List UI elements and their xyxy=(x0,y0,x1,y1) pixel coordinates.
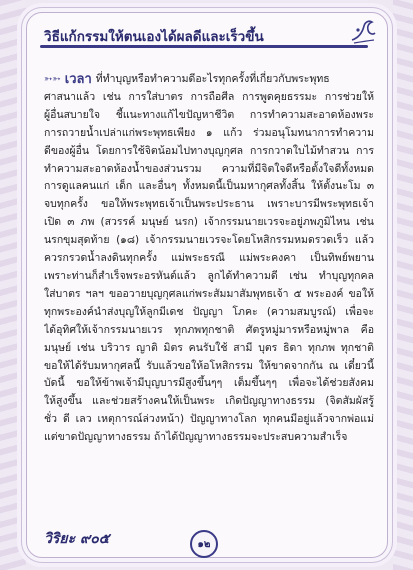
title-underline xyxy=(40,45,368,48)
paragraph-line: บัดนี้ ขอให้ข้าพเจ้ามีบุญบารมีสูงขึ้นๆๆ เต็มขึ้นๆๆ เพื่อจะได้ช่วยสังคม xyxy=(44,377,374,390)
paragraph-line: เปิด ๓ ภพ (สวรรค์ มนุษย์ นรก) เจ้ากรรมนายเวรจะอยู่ภพภูมิไหน เช่น xyxy=(44,216,374,229)
footer-label: วิริยะ ๙๐๕ xyxy=(44,531,110,547)
paragraph-line: นรกขุมสุดท้าย (๑๘) เจ้ากรรมนายเวรจะโดยโหสิกรรมหมดรวดเร็ว แล้ว xyxy=(44,234,374,247)
double-arrow-icon: ➳➳ xyxy=(44,74,61,85)
paragraph-line: ทำความสะอาดห้องน้ำของส่วนรวม ความที่มีจิตใจดีหรือตั้งใจดีทั้งหมด xyxy=(44,162,374,175)
right-pattern-border xyxy=(393,0,413,570)
paragraph-line: ให้สูงขึ้น และช่วยสร้างคนให้เป็นพระ เกิดปัญญาทางธรรม (จิตสัมผัสรู้ xyxy=(44,395,374,408)
page-title: วิธีแก้กรรมให้ตนเองได้ผลดีและเร็วขึ้น xyxy=(44,29,264,45)
paragraph-line: ขอให้ได้รับมหากุศลนี้ รับแล้วขอให้อโหสิกรรม ให้ขาดจากกัน ณ เดี๋ยวนี้ xyxy=(44,359,374,372)
first-line-text: ที่ทำบุญหรือทำความดีอะไรทุกครั้งที่เกี่ยวกับพระพุทธ xyxy=(95,73,330,85)
paragraph-line: การดูแลคนแก่ เด็ก และอื่นๆ ทั้งหมดนี้เป็นมหากุศลทั้งสิ้น ให้ตั้งนะโม ๓ xyxy=(44,180,374,193)
paragraph-line: ศาสนาแล้ว เช่น การใส่บาตร การถือศีล การพูดคุยธรรมะ การช่วยให้ xyxy=(44,90,374,103)
paragraph-line: จบทุกครั้ง ขอให้พระพุทธเจ้าเป็นพระประธาน เพราะบารมีพระพุทธเจ้า xyxy=(44,198,374,211)
paragraph-line: ควรกรวดน้ำลงดินทุกครั้ง แม่พระธรณี แม่พระคงคา เป็นทิพย์พยาน xyxy=(44,252,374,265)
paragraph-line: ทุกพระองค์นำส่งบุญให้ลูกมีเดช ปัญญา โภคะ (ความสมบูรณ์) เพื่อจะ xyxy=(44,305,374,318)
paragraph-line: ได้อุทิศให้เจ้ากรรมนายเวร ทุกภพทุกชาติ ศัตรูหมู่มารหรือหมู่พาล คือ xyxy=(44,323,374,336)
body-text xyxy=(44,71,374,447)
paragraph-line: การถวายน้ำเปล่าแก่พระพุทธเพียง ๑ แก้ว ร่วมอนุโมทนาการทำความ xyxy=(44,126,374,139)
paragraph-line: ใส่บาตร ฯลฯ ขออวายบุญกุศลแก่พระสัมมาสัมพุทธเจ้า ๕ พระองค์ ขอให้ xyxy=(44,287,374,300)
paragraph-line: ผู้อื่นสบายใจ ชี้แนะทางแก้ไขปัญหาชีวิต การทำความสะอาดห้องพระ xyxy=(44,108,374,121)
flourish-ornament-icon xyxy=(348,16,378,46)
paragraph-line: มนุษย์ เช่น บริวาร ญาติ มิตร คนรับใช้ สามี บุตร ธิดา ทุกภพ ทุกชาติ xyxy=(44,341,374,354)
paragraph-line: ชั่ว ดี เลว เหตุการณ์ล่วงหน้า) ปัญญาทางโลก ทุกคนมีอยู่แล้วจากพ่อแม่ xyxy=(44,413,374,426)
paragraph-first-line xyxy=(44,71,374,89)
paragraph-line: แต่ขาดปัญญาทางธรรม ถ้าได้ปัญญาทางธรรมจะประสบความสำเร็จ xyxy=(44,431,348,444)
paragraph-line: เพราะท่านก็สำเร็จพระอรหันต์แล้ว ลูกได้ทำความดี เช่น ทำบุญทุกคล xyxy=(44,269,374,282)
lead-word: เวลา xyxy=(64,72,92,87)
paragraph-line: ดีของผู้อื่น โดยการใช้จิตน้อมไปทางบุญกุศล การกวาดใบไม้ทำสวน การ xyxy=(44,144,374,157)
left-pattern-border xyxy=(0,0,26,570)
page-number: ๑๒ xyxy=(190,530,218,558)
